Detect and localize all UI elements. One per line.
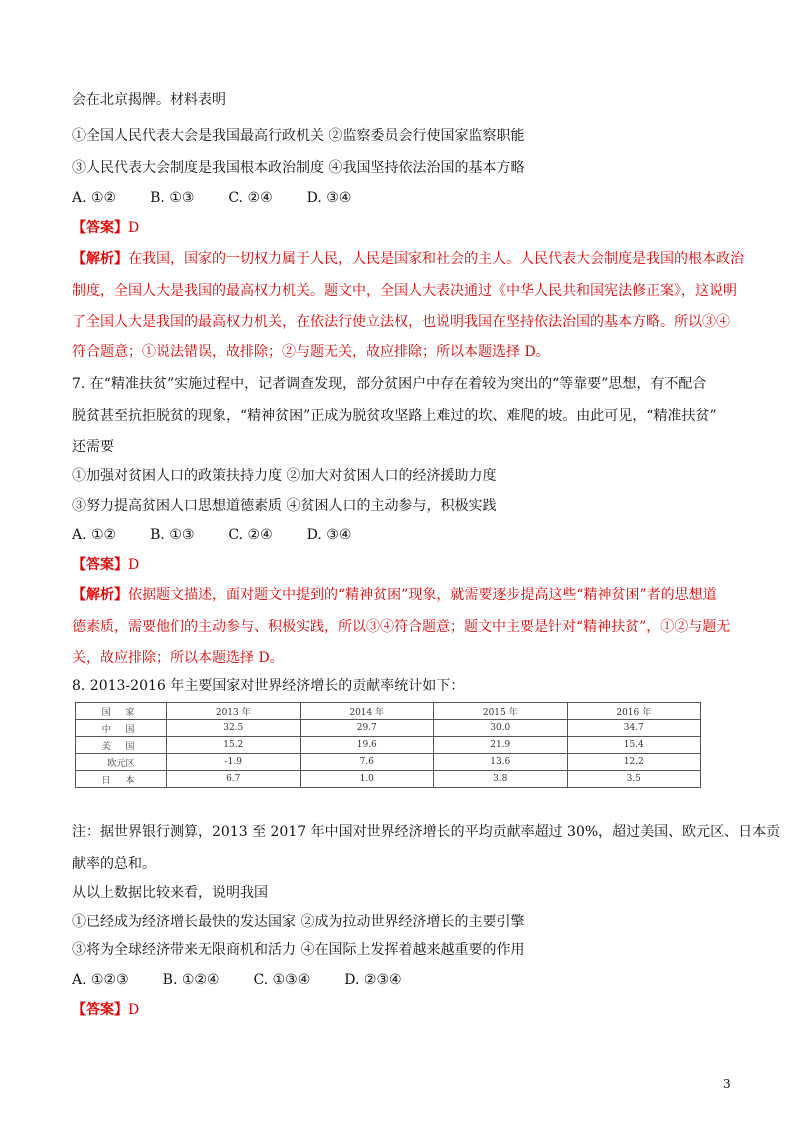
table-cell: 6.7 bbox=[167, 771, 301, 788]
answer-tag: 【答案】 bbox=[72, 1002, 128, 1018]
table-cell: 美 国 bbox=[76, 737, 167, 754]
table-cell: 12.2 bbox=[567, 754, 701, 771]
table-row bbox=[76, 720, 701, 737]
q7-option-b: B. ①③ bbox=[150, 527, 195, 543]
answer-value: D bbox=[128, 557, 140, 573]
q6-analysis-line-3: 了全国人大是我国的最高权力机关，在依法行使立法权，也说明我国在坚持依法治国的基本方略。所以③④ bbox=[72, 314, 730, 330]
page-number: 3 bbox=[723, 1077, 731, 1091]
q6-answer bbox=[72, 218, 139, 238]
table-cell: 3.8 bbox=[434, 771, 568, 788]
q8-stem: 8. 2013-2016 年主要国家对世界经济增长的贡献率统计如下： bbox=[72, 678, 465, 694]
table-cell: -1.9 bbox=[167, 754, 301, 771]
table-cell: 1.0 bbox=[300, 771, 434, 788]
table-row bbox=[76, 771, 701, 788]
q8-option-d: D. ②③④ bbox=[344, 972, 402, 988]
answer-value: D bbox=[128, 1002, 140, 1018]
q8-answer bbox=[72, 1000, 139, 1020]
table-cell: 15.4 bbox=[567, 737, 701, 754]
table-cell: 7.6 bbox=[300, 754, 434, 771]
q6-option-b: B. ①③ bbox=[150, 190, 195, 206]
q7-analysis-line-2: 德素质，需要他们的主动参与、积极实践，所以③④符合题意；题文中主要是针对“精神扶贫”，①②与题无 bbox=[72, 619, 731, 635]
table-cell: 34.7 bbox=[567, 720, 701, 737]
table-header-row bbox=[76, 703, 701, 720]
analysis-text: 依据题文描述，面对题文中提到的“精神贫困”现象，就需要逐步提高这些“精神贫困”者的思想道 bbox=[128, 587, 717, 603]
intro-line: 会在北京揭牌。材料表明 bbox=[72, 92, 226, 108]
table-cell: 21.9 bbox=[434, 737, 568, 754]
q6-options bbox=[72, 188, 385, 208]
table-cell: 19.6 bbox=[300, 737, 434, 754]
q8-note-line-2: 献率的总和。 bbox=[72, 856, 156, 872]
table-cell: 日 本 bbox=[76, 771, 167, 788]
table-cell: 15.2 bbox=[167, 737, 301, 754]
q6-analysis-line-1 bbox=[72, 249, 744, 269]
q6-analysis-line-4: 符合题意；①说法错误，故排除；②与题无关，故应排除；所以本题选择 D。 bbox=[72, 344, 550, 360]
q7-option-c: C. ②④ bbox=[228, 527, 273, 543]
table-cell: 中 国 bbox=[76, 720, 167, 737]
q7-stem-line-2: 脱贫甚至抗拒脱贫的现象，“精神贫困”正成为脱贫攻坚路上难过的坎、难爬的坡。由此可见，“精准扶贫” bbox=[72, 408, 717, 424]
analysis-tag: 【解析】 bbox=[72, 587, 128, 603]
q6-statements-2: ③人民代表大会制度是我国根本政治制度 ④我国坚持依法治国的基本方略 bbox=[72, 160, 525, 176]
table-header-cell: 2016 年 bbox=[567, 703, 701, 720]
table-cell: 32.5 bbox=[167, 720, 301, 737]
q8-statements-2: ③将为全球经济带来无限商机和活力 ④在国际上发挥着越来越重要的作用 bbox=[72, 942, 525, 958]
q8-option-b: B. ①②④ bbox=[162, 972, 220, 988]
table-cell: 30.0 bbox=[434, 720, 568, 737]
table-header-cell: 2014 年 bbox=[300, 703, 434, 720]
q6-option-a: A. ①② bbox=[72, 190, 117, 206]
q7-analysis-line-3: 关，故应排除；所以本题选择 D。 bbox=[72, 650, 284, 666]
q8-lead: 从以上数据比较来看，说明我国 bbox=[72, 885, 268, 901]
q7-answer bbox=[72, 555, 139, 575]
table-row bbox=[76, 754, 701, 771]
q7-options bbox=[72, 525, 385, 545]
contribution-table bbox=[75, 702, 701, 788]
analysis-text: 在我国，国家的一切权力属于人民，人民是国家和社会的主人。人民代表大会制度是我国的根本政治 bbox=[128, 251, 744, 267]
q7-analysis-line-1 bbox=[72, 585, 717, 605]
table-header-cell: 2015 年 bbox=[434, 703, 568, 720]
q6-analysis-line-2: 制度，全国人大是我国的最高权力机关。题文中，全国人大表决通过《中华人民共和国宪法修正案》，这说明 bbox=[72, 283, 737, 299]
q7-statements-1: ①加强对贫困人口的政策扶持力度 ②加大对贫困人口的经济援助力度 bbox=[72, 468, 497, 484]
table-cell: 13.6 bbox=[434, 754, 568, 771]
q6-option-d: D. ③④ bbox=[306, 190, 352, 206]
q8-option-a: A. ①②③ bbox=[72, 972, 129, 988]
answer-value: D bbox=[128, 220, 140, 236]
table-cell: 欧元区 bbox=[76, 754, 167, 771]
analysis-tag: 【解析】 bbox=[72, 251, 128, 267]
table-header-cell: 2013 年 bbox=[167, 703, 301, 720]
q7-statements-2: ③努力提高贫困人口思想道德素质 ④贫困人口的主动参与，积极实践 bbox=[72, 498, 497, 514]
answer-tag: 【答案】 bbox=[72, 220, 128, 236]
table-cell: 29.7 bbox=[300, 720, 434, 737]
q8-option-c: C. ①③④ bbox=[253, 972, 311, 988]
q7-option-d: D. ③④ bbox=[306, 527, 352, 543]
table-row bbox=[76, 737, 701, 754]
q8-options bbox=[72, 970, 436, 990]
q6-option-c: C. ②④ bbox=[228, 190, 273, 206]
q8-note-line-1: 注：据世界银行测算，2013 至 2017 年中国对世界经济增长的平均贡献率超过 30%，超过美国、欧元区、日本贡 bbox=[72, 824, 781, 840]
table-cell: 3.5 bbox=[567, 771, 701, 788]
q7-option-a: A. ①② bbox=[72, 527, 117, 543]
q6-statements-1: ①全国人民代表大会是我国最高行政机关 ②监察委员会行使国家监察职能 bbox=[72, 128, 525, 144]
q7-stem-line-1: 7. 在“精准扶贫”实施过程中，记者调查发现，部分贫困户中存在着较为突出的“等靠要”思想，有不配合 bbox=[72, 376, 707, 392]
q7-stem-line-3: 还需要 bbox=[72, 439, 114, 455]
q8-statements-1: ①已经成为经济增长最快的发达国家 ②成为拉动世界经济增长的主要引擎 bbox=[72, 914, 525, 930]
table-header-cell: 国 家 bbox=[76, 703, 167, 720]
answer-tag: 【答案】 bbox=[72, 557, 128, 573]
